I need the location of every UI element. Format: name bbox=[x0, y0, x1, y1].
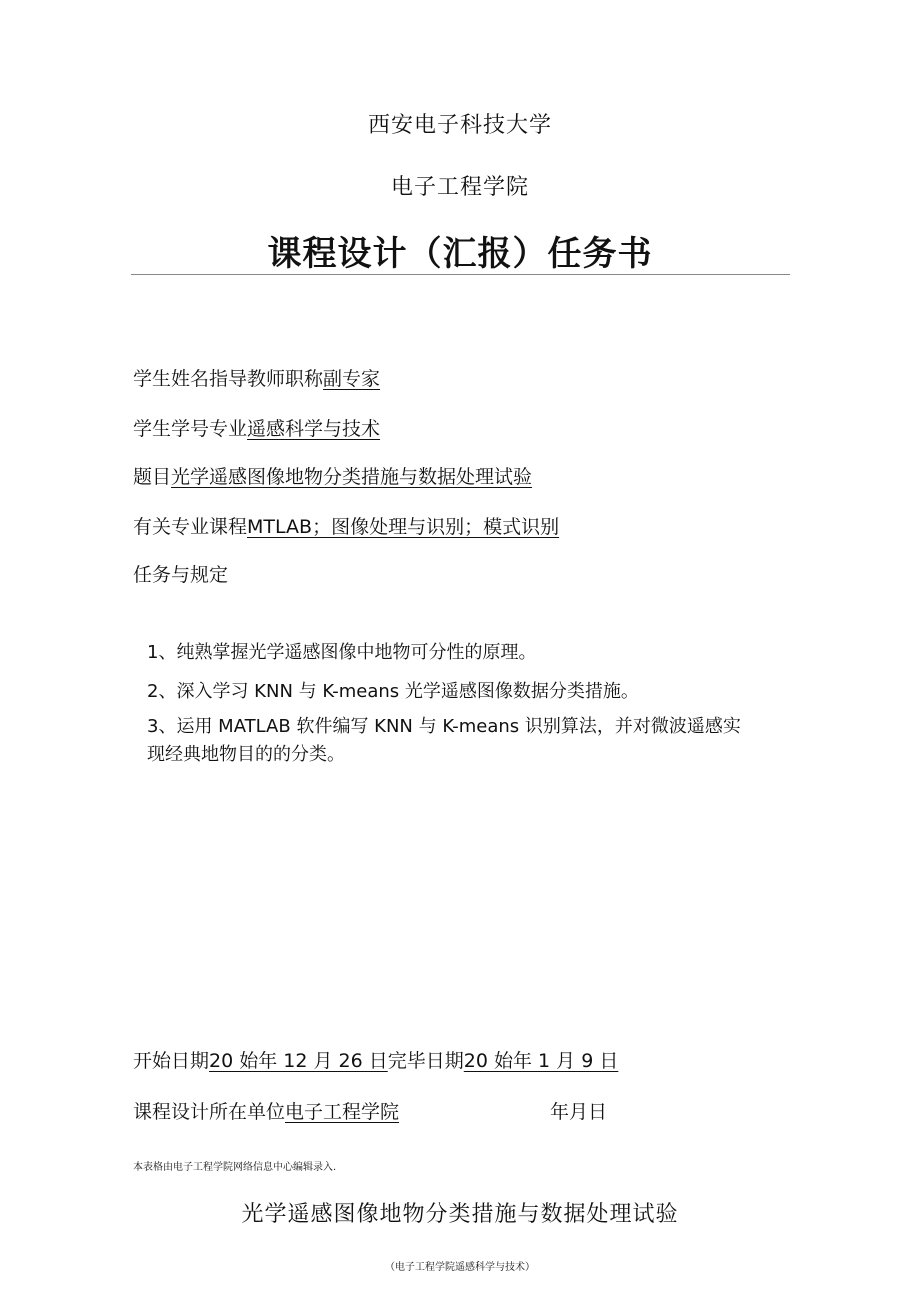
date-row bbox=[133, 1046, 618, 1073]
form-footnote: 本表格由电子工程学院网络信息中心编辑录入. bbox=[133, 1162, 337, 1173]
task-item-2: 2、深入学习 KNN 与 K-means 光学遥感图像数据分类措施。 bbox=[147, 681, 639, 702]
info-row-topic bbox=[133, 462, 532, 489]
document-title: 课程设计（汇报）任务书 bbox=[267, 234, 653, 274]
major-value: 遥感科学与技术 bbox=[247, 418, 381, 440]
task-item-3-continued: 现经典地物目的的分类。 bbox=[147, 744, 345, 765]
info-row-student-name bbox=[133, 364, 380, 391]
courses-label: 有关专业课程 bbox=[133, 516, 248, 538]
info-row-courses bbox=[133, 512, 559, 539]
unit-row bbox=[133, 1097, 399, 1124]
topic-label: 题目 bbox=[133, 466, 172, 488]
unit-label: 课程设计所在单位 bbox=[133, 1101, 286, 1123]
school-name: 电子工程学院 bbox=[390, 175, 529, 200]
start-date-label: 开始日期 bbox=[133, 1050, 210, 1072]
sign-date: 年月日 bbox=[550, 1101, 608, 1123]
courses-value: MTLAB；图像处理与识别；模式识别 bbox=[247, 516, 560, 538]
start-date-value: 20 始年 12 月 26 日 bbox=[209, 1050, 388, 1072]
tasks-heading: 任务与规定 bbox=[133, 564, 229, 586]
report-title: 光学遥感图像地物分类措施与数据处理试验 bbox=[241, 1202, 679, 1227]
task-item-3: 3、运用 MATLAB 软件编写 KNN 与 K-means 识别算法，并对微波遥感实 bbox=[147, 716, 741, 737]
report-affiliation: （电子工程学院遥感科学与技术） bbox=[385, 1262, 535, 1273]
advisor-title-value: 副专家 bbox=[323, 368, 381, 390]
title-divider bbox=[131, 274, 790, 275]
university-name: 西安电子科技大学 bbox=[367, 113, 552, 138]
unit-value: 电子工程学院 bbox=[285, 1101, 400, 1123]
end-date-value: 20 始年 1 月 9 日 bbox=[463, 1050, 619, 1072]
student-name-label: 学生姓名指导教师职称 bbox=[133, 368, 324, 390]
info-row-student-id bbox=[133, 414, 380, 441]
student-id-label: 学生学号专业 bbox=[133, 418, 248, 440]
task-item-1: 1、纯熟掌握光学遥感图像中地物可分性的原理。 bbox=[147, 642, 537, 663]
topic-value: 光学遥感图像地物分类措施与数据处理试验 bbox=[171, 466, 533, 488]
end-date-label: 完毕日期 bbox=[387, 1050, 464, 1072]
